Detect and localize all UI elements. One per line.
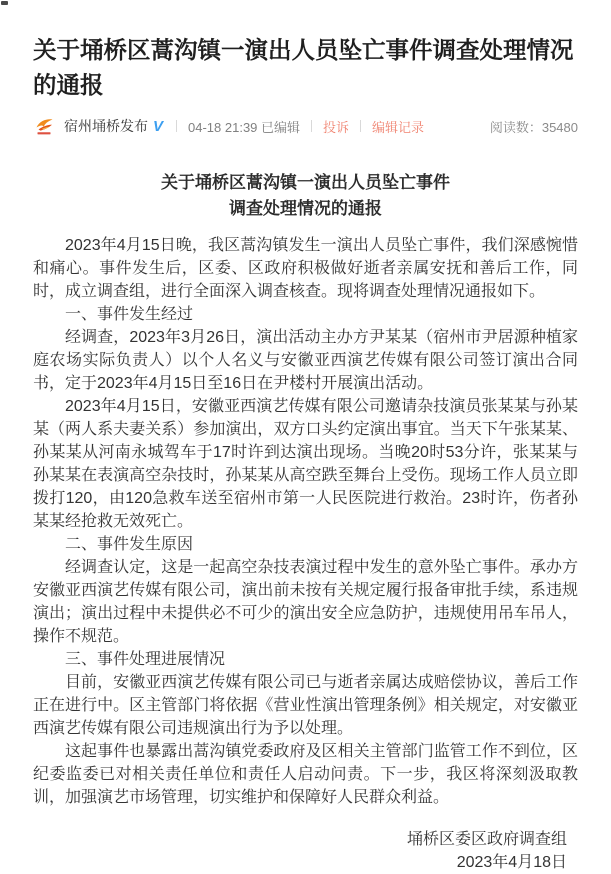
signature-date: 2023年4月18日 (456, 854, 567, 871)
article-content (33, 170, 578, 874)
byline (33, 114, 578, 138)
author-name[interactable]: 宿州埇桥发布 (64, 118, 148, 134)
read-count (490, 117, 578, 136)
paragraph: 这起事件也暴露出蒿沟镇党委政府及区相关主管部门监管工作不到位，区纪委监委已对相关责任单位和责任人启动问责。下一步，我区将深刻汲取教训，加强演艺市场管理，切实维护和保障好人民群众利益。 (33, 743, 578, 806)
signature-block (33, 828, 578, 874)
read-count-label: 阅读数： (489, 119, 542, 135)
signature: 埇桥区委区政府调查组 (406, 831, 567, 848)
paragraph: 经调查认定，这是一起高空杂技表演过程中发生的意外坠亡事件。承办方安徽亚西演艺传媒有限公司，演出前未按有关规定履行报备审批手续，系违规演出；演出过程中未提供必不可少的演出安全应急防护，违规使用吊车吊人，操作不规范。 (33, 559, 578, 645)
screen-artifact (1, 1, 8, 5)
read-count-value: 35480 (541, 119, 578, 135)
paragraph: 2023年4月15日，安徽亚西演艺传媒有限公司邀请杂技演员张某某与孙某某（两人系夫妻关系）参加演出，双方口头约定演出事宜。当天下午张某某、孙某某从河南永城驾车于17时许到达演出现场。当晚20时53分许，张某某与孙某某在表演高空杂技时，孙某某从高空跌至舞台上受伤。现场工作人员立即拨打120，由120急救车送至宿州市第一人民医院进行救治。23时许，伤者孙某某经抢救无效死亡。 (33, 398, 578, 530)
author-avatar[interactable] (33, 115, 55, 137)
verified-badge-icon: V (153, 117, 164, 135)
page-title: 关于埇桥区蒿沟镇一演出人员坠亡事件调查处理情况的通报 (33, 37, 574, 98)
article-body (33, 234, 578, 809)
section-heading: 三、事件处理进展情况 (65, 651, 226, 668)
edit-history-link[interactable]: 编辑记录 (372, 119, 425, 135)
section-heading: 一、事件发生经过 (65, 306, 194, 323)
report-link[interactable]: 投诉 (323, 119, 350, 135)
article-title-line2: 调查处理情况的通报 (229, 199, 382, 218)
publish-time: 04-18 21:39 已编辑 (188, 119, 301, 135)
article-title (33, 170, 578, 222)
separator (176, 120, 177, 132)
section-heading: 二、事件发生原因 (65, 536, 194, 553)
paragraph: 2023年4月15日晚，我区蒿沟镇发生一演出人员坠亡事件，我们深感惋惜和痛心。事件发生后，区委、区政府积极做好逝者亲属安抚和善后工作，同时，成立调查组，进行全面深入调查核查。现将调查处理情况通报如下。 (33, 237, 578, 300)
paragraph: 经调查，2023年3月26日，演出活动主办方尹某某（宿州市尹居源种植家庭农场实际负责人）以个人名义与安徽亚西演艺传媒有限公司签订演出合同书，定于2023年4月15日至16日在尹楼村开展演出活动。 (33, 329, 578, 392)
article-title-line1: 关于埇桥区蒿沟镇一演出人员坠亡事件 (161, 173, 450, 192)
separator (311, 120, 312, 132)
phoenix-logo-icon (33, 115, 55, 137)
separator (360, 120, 361, 132)
paragraph: 目前，安徽亚西演艺传媒有限公司已与逝者亲属达成赔偿协议，善后工作正在进行中。区主管部门将依据《营业性演出管理条例》相关规定，对安徽亚西演艺传媒有限公司违规演出行为予以处理。 (33, 674, 578, 737)
